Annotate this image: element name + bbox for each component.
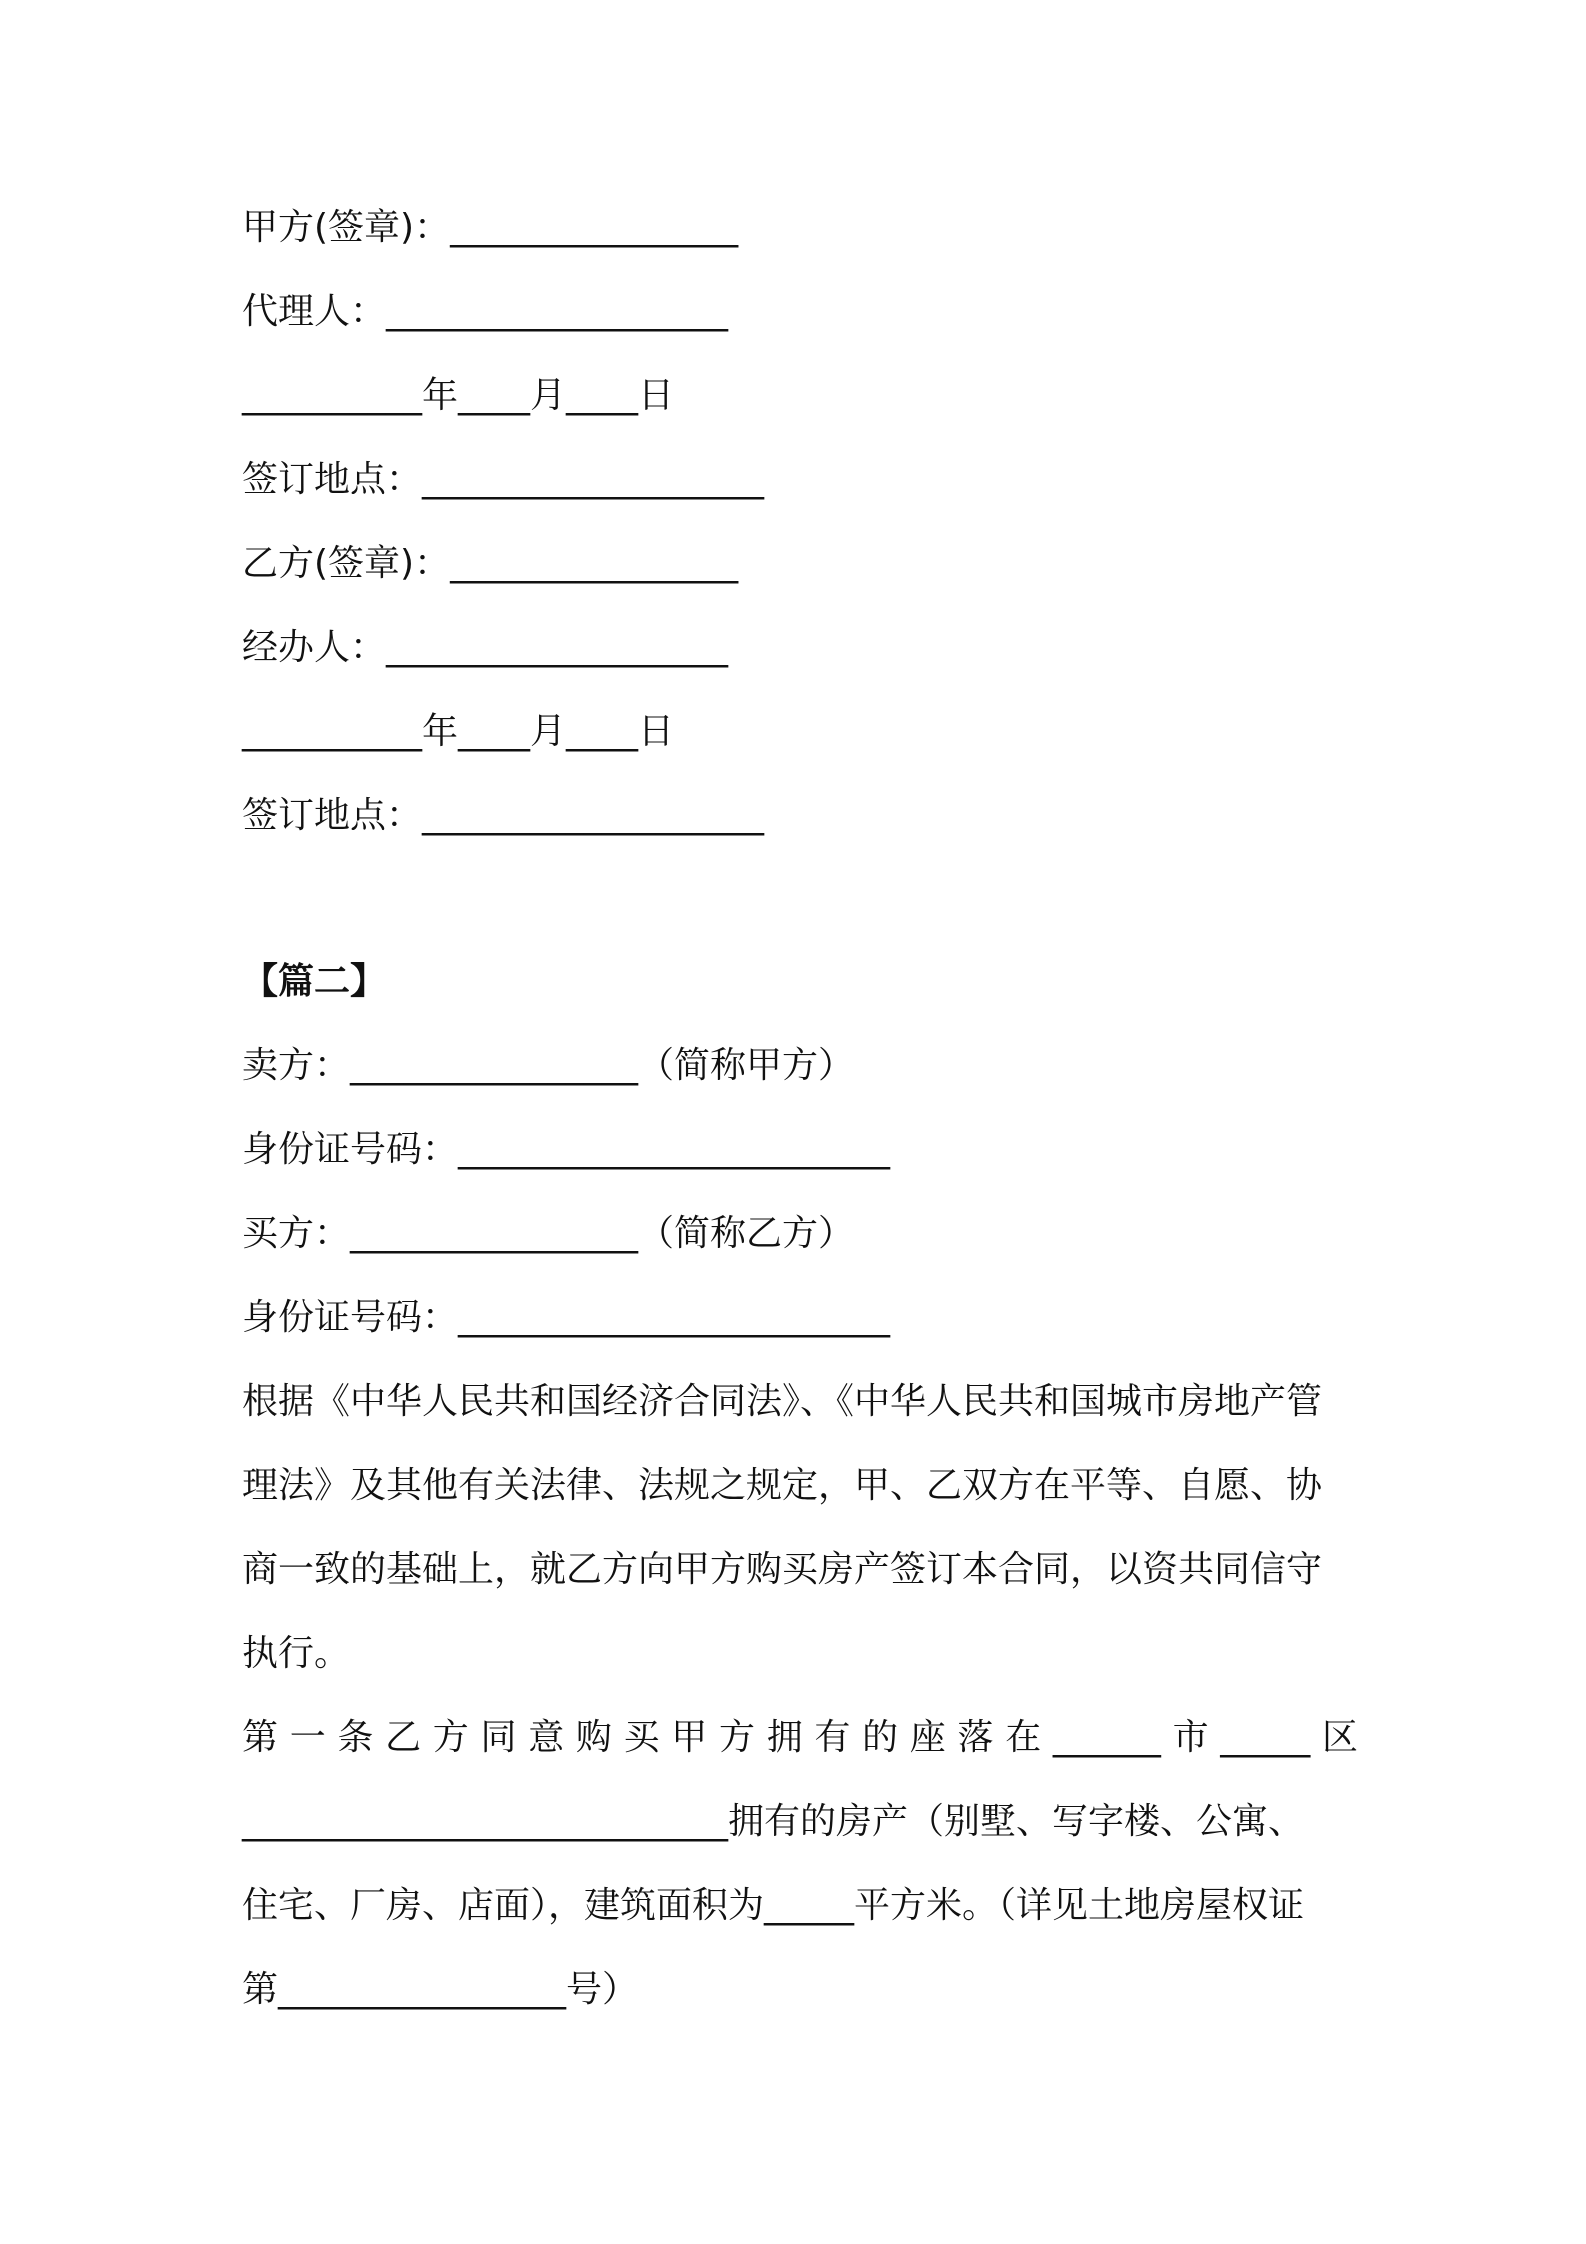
party-a-signature-line: 甲方(签章)：________________	[242, 207, 739, 248]
article-one-line-3: 住宅、厂房、店面），建筑面积为_____平方米。（详见土地房屋权证	[242, 1885, 1305, 1926]
buyer-id-line: 身份证号码：________________________	[242, 1297, 891, 1338]
article-one-line-4: 第________________号）	[242, 1969, 639, 2010]
seller-line: 卖方：________________（简称甲方）	[242, 1045, 855, 1086]
article-one-line-1: 第一条乙方同意购买甲方拥有的座落在______市_____区	[242, 1717, 1358, 1758]
sign-place-line-1: 签订地点：___________________	[242, 459, 765, 500]
sign-place-line-2: 签订地点：___________________	[242, 795, 765, 836]
seller-id-line: 身份证号码：________________________	[242, 1129, 891, 1170]
preamble-line-3: 商一致的基础上，就乙方向甲方购买房产签订本合同，以资共同信守	[242, 1549, 1323, 1590]
preamble-line-4: 执行。	[242, 1633, 351, 1674]
preamble-line-2: 理法》及其他有关法律、法规之规定，甲、乙双方在平等、自愿、协	[242, 1465, 1323, 1506]
preamble-line-1: 根据《中华人民共和国经济合同法》、《中华人民共和国城市房地产管	[242, 1381, 1323, 1422]
section-heading: 【篇二】	[242, 961, 387, 1002]
handler-line: 经办人：___________________	[242, 627, 729, 668]
article-one-line-2: ___________________________拥有的房产（别墅、写字楼、公寓、	[242, 1801, 1305, 1842]
date-line-2: __________年____月____日	[242, 711, 674, 752]
agent-line: 代理人：___________________	[242, 291, 729, 332]
buyer-line: 买方：________________（简称乙方）	[242, 1213, 855, 1254]
date-line-1: __________年____月____日	[242, 375, 674, 416]
party-b-signature-line: 乙方(签章)：________________	[242, 543, 739, 584]
